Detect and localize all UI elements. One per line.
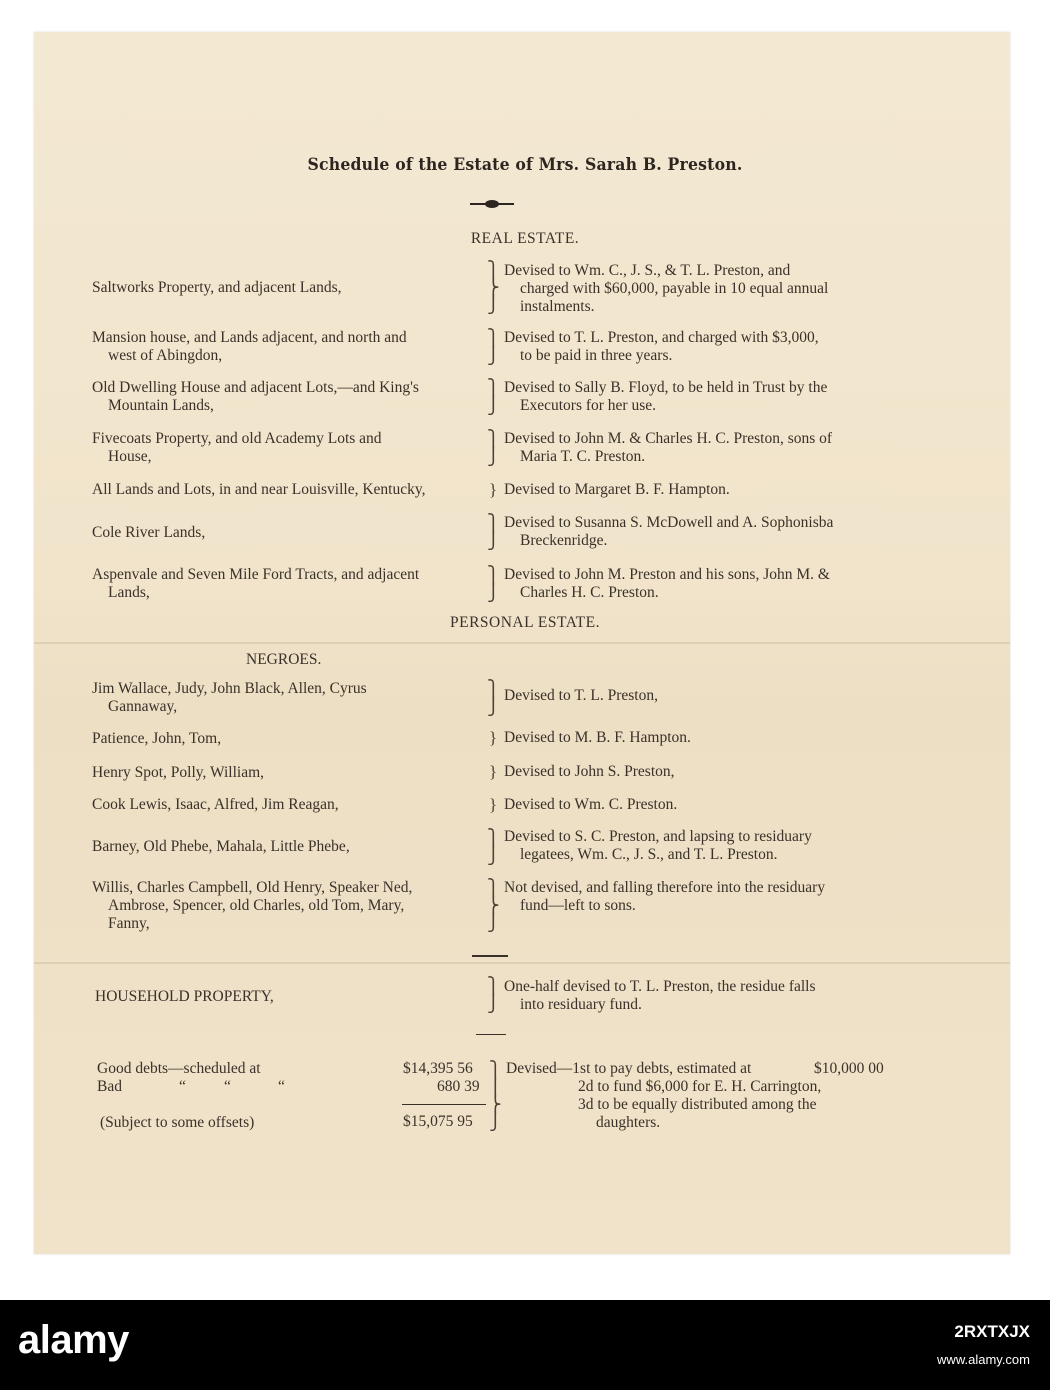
fold-line bbox=[34, 962, 1010, 964]
entry-right: Devised to Wm. C. Preston. bbox=[504, 796, 678, 813]
document-title: Schedule of the Estate of Mrs. Sarah B. Preston. bbox=[307, 155, 743, 174]
fold-line bbox=[34, 642, 1010, 644]
brace-icon: ⎫ ⎪ ⎬ ⎭ bbox=[489, 1061, 502, 1131]
ditto-mark: “ bbox=[278, 1078, 285, 1095]
entry-left: Aspenvale and Seven Mile Ford Tracts, and adjacent bbox=[92, 566, 420, 583]
entry-right: Not devised, and falling therefore into the residuary bbox=[504, 879, 826, 896]
entry-left: Mountain Lands, bbox=[108, 397, 214, 414]
entry-left: Fanny, bbox=[108, 915, 150, 932]
entry-right: Devised to Wm. C., J. S., & T. L. Preston, and bbox=[504, 262, 791, 279]
entry-right: Devised to Margaret B. F. Hampton. bbox=[504, 481, 730, 498]
image-id: 2RXTXJX bbox=[954, 1322, 1030, 1341]
entry-left: Cook Lewis, Isaac, Alfred, Jim Reagan, bbox=[92, 796, 339, 813]
debts-estimate: $10,000 00 bbox=[814, 1060, 884, 1077]
entry-right: Devised to John M. Preston and his sons, John M. & bbox=[504, 566, 830, 583]
entry-left: Willis, Charles Campbell, Old Henry, Speaker Ned, bbox=[92, 879, 413, 896]
entry-right: Maria T. C. Preston. bbox=[520, 448, 646, 465]
entry-left: Lands, bbox=[108, 584, 150, 601]
debts-right: daughters. bbox=[596, 1114, 661, 1131]
entry-right: Devised to T. L. Preston, and charged with $3,000, bbox=[504, 329, 819, 346]
entry-left: House, bbox=[108, 448, 152, 465]
brace-icon: ⎫ ⎭ bbox=[487, 329, 500, 365]
brace-icon: ⎫ ⎭ bbox=[487, 566, 500, 602]
entry-right: Executors for her use. bbox=[520, 397, 657, 414]
entry-right: Devised to John S. Preston, bbox=[504, 763, 675, 780]
entry-right: Devised to M. B. F. Hampton. bbox=[504, 729, 691, 746]
entry-left: Jim Wallace, Judy, John Black, Allen, Cyrus bbox=[92, 680, 367, 697]
sum-line bbox=[402, 1104, 486, 1105]
entry-left: Fivecoats Property, and old Academy Lots and bbox=[92, 430, 382, 447]
ornament-divider bbox=[470, 200, 514, 208]
brace-icon: ⎫ ⎬ ⎭ bbox=[487, 879, 500, 932]
entry-right: Charles H. C. Preston. bbox=[520, 584, 659, 601]
debts-right: 2d to fund $6,000 for E. H. Carrington, bbox=[578, 1078, 822, 1095]
brand-logo: alamy bbox=[18, 1318, 129, 1362]
entry-right: legatees, Wm. C., J. S., and T. L. Preston. bbox=[520, 846, 778, 863]
entry-right: fund—left to sons. bbox=[520, 897, 636, 914]
brace-icon: } bbox=[489, 728, 498, 747]
entry-right: Devised to Sally B. Floyd, to be held in Trust by the bbox=[504, 379, 828, 396]
entry-right: instalments. bbox=[520, 298, 595, 315]
entry-right: charged with $60,000, payable in 10 equal annual bbox=[520, 280, 829, 297]
entry-left: All Lands and Lots, in and near Louisville, Kentucky, bbox=[92, 481, 426, 498]
brace-icon: ⎫ ⎭ bbox=[487, 379, 500, 415]
personal-estate-heading: PERSONAL ESTATE. bbox=[450, 614, 600, 631]
household-right: into residuary fund. bbox=[520, 996, 642, 1013]
entry-right: Devised to Susanna S. McDowell and A. Sophonisba bbox=[504, 514, 834, 531]
entry-right: Devised to John M. & Charles H. C. Preston, sons of bbox=[504, 430, 833, 447]
entry-left: Barney, Old Phebe, Mahala, Little Phebe, bbox=[92, 838, 350, 855]
bad-debts-label: Bad bbox=[97, 1078, 122, 1095]
brace-icon: ⎫ ⎭ bbox=[487, 829, 500, 865]
entry-right: to be paid in three years. bbox=[520, 347, 673, 364]
entry-right: Breckenridge. bbox=[520, 532, 608, 549]
debts-right: Devised—1st to pay debts, estimated at bbox=[506, 1060, 752, 1077]
entry-right: Devised to T. L. Preston, bbox=[504, 687, 658, 704]
brace-icon: ⎫ ⎬ ⎭ bbox=[487, 261, 500, 314]
section-divider bbox=[472, 955, 508, 957]
entry-left: Gannaway, bbox=[108, 698, 178, 715]
household-right: One-half devised to T. L. Preston, the residue falls bbox=[504, 978, 816, 995]
bad-debts-amount: 680 39 bbox=[437, 1078, 480, 1095]
household-label: HOUSEHOLD PROPERTY, bbox=[95, 988, 274, 1005]
watermark-strip bbox=[0, 1300, 1050, 1390]
entry-left: Ambrose, Spencer, old Charles, old Tom, Mary, bbox=[108, 897, 405, 914]
brace-icon: ⎫ ⎭ bbox=[487, 514, 500, 550]
site-url: www.alamy.com bbox=[937, 1352, 1030, 1367]
brace-icon: } bbox=[489, 480, 498, 499]
entry-left: west of Abingdon, bbox=[108, 347, 223, 364]
entry-left: Mansion house, and Lands adjacent, and north and bbox=[92, 329, 407, 346]
real-estate-heading: REAL ESTATE. bbox=[470, 230, 580, 247]
brace-icon: ⎫ ⎭ bbox=[487, 977, 500, 1013]
brace-icon: } bbox=[489, 762, 498, 781]
debts-right: 3d to be equally distributed among the bbox=[578, 1096, 817, 1113]
total-amount: $15,075 95 bbox=[403, 1113, 473, 1130]
entry-left: Henry Spot, Polly, William, bbox=[92, 764, 265, 781]
good-debts-amount: $14,395 56 bbox=[403, 1060, 473, 1077]
entry-left: Cole River Lands, bbox=[92, 524, 206, 541]
entry-left: Saltworks Property, and adjacent Lands, bbox=[92, 279, 342, 296]
entry-left: Patience, John, Tom, bbox=[92, 730, 222, 747]
brace-icon: ⎫ ⎭ bbox=[487, 680, 500, 716]
ditto-mark: “ bbox=[224, 1078, 231, 1095]
offsets-label: (Subject to some offsets) bbox=[100, 1114, 255, 1131]
entry-right: Devised to S. C. Preston, and lapsing to residuary bbox=[504, 828, 812, 845]
negroes-heading: NEGROES. bbox=[246, 651, 322, 668]
good-debts-label: Good debts—scheduled at bbox=[97, 1060, 261, 1077]
section-divider bbox=[476, 1034, 506, 1035]
ditto-mark: “ bbox=[179, 1078, 186, 1095]
entry-left: Old Dwelling House and adjacent Lots,—and King's bbox=[92, 379, 419, 396]
brace-icon: } bbox=[489, 795, 498, 814]
brace-icon: ⎫ ⎭ bbox=[487, 430, 500, 466]
